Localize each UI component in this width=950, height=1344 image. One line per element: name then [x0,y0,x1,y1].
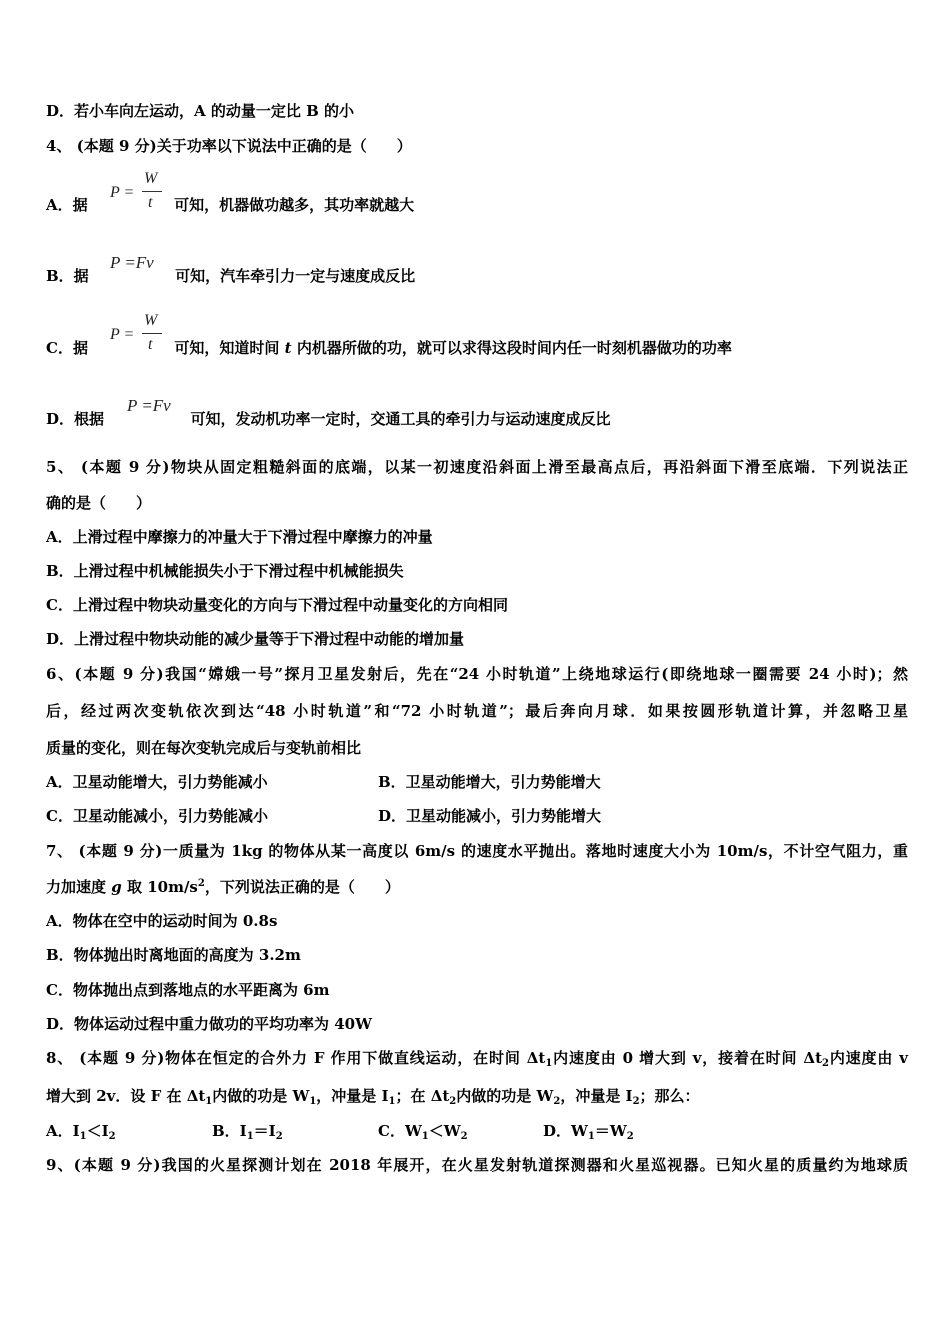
q6-option-a: A．卫星动能增大，引力势能减小 [46,773,268,791]
q7-stem-line-2-a: 力加速度 [46,878,107,896]
q4-option-a-text: 可知，机器做功越多，其功率就越大 [174,196,415,214]
q8-l2-sub5: 2 [553,1096,561,1107]
q8-l2-d: ；在 Δt [395,1087,450,1105]
q4-stem: 4、 (本题 9 分)关于功率以下说法中正确的是（ ） [46,137,412,155]
q8-option-a-sub2: 2 [108,1131,116,1142]
q8-option-c-b: ＜W [428,1122,461,1140]
q4-option-b [46,266,415,286]
q8-l1-sub1: 1 [545,1058,553,1069]
q4-option-a [46,195,414,215]
prev-question-option-d: D．若小车向左运动，A 的动量一定比 B 的小 [46,102,354,120]
q4-option-c-text-before: 可知，知道时间 [174,339,280,357]
q6-stem-line-1: 6、(本题 9 分)我国“嫦娥一号”探月卫星发射后，先在“24 小时轨道”上绕地球运行(即绕地球一圈需要 24 小时)；然 [46,665,908,683]
q8-l1-a: 8、 (本题 9 分)物体在恒定的合外力 F 作用下做直线运动，在时间 Δt [46,1049,546,1067]
q4-option-b-formula: P =Fv [110,253,154,272]
q8-option-d-a: D．W [543,1122,588,1140]
q5-option-a: A．上滑过程中摩擦力的冲量大于下滑过程中摩擦力的冲量 [46,528,433,546]
q8-option-b [212,1121,283,1141]
formula-lhs: P = [110,326,135,343]
q8-stem-line-2 [46,1086,700,1106]
q8-l1-c: 内速度由 v [828,1049,908,1067]
q7-option-a: A．物体在空中的运动时间为 0.8s [46,912,278,930]
fraction-bar [142,333,162,334]
q8-option-a-b: ＜I [86,1122,109,1140]
q4-option-a-prefix: A．据 [46,196,88,214]
q8-l2-e: 内做的功是 W [456,1087,554,1105]
formula-denominator: t [148,194,153,211]
q8-l1-sub2: 2 [822,1058,829,1069]
q8-l2-sub1: 1 [205,1096,213,1107]
q4-option-d-prefix: D．根据 [46,410,105,428]
q5-option-d: D．上滑过程中物块动能的减少量等于下滑过程中动能的增加量 [46,630,465,648]
q8-option-d-sub2: 2 [626,1131,634,1142]
q5-option-c: C．上滑过程中物块动量变化的方向与下滑过程中动量变化的方向相同 [46,596,508,614]
q7-var-g: g [111,878,122,896]
q7-stem-line-2-b: 取 10m/s [126,878,198,896]
q7-stem-line-2-c: ，下列说法正确的是（ ） [204,878,400,896]
q8-l2-sub6: 2 [632,1096,640,1107]
q8-option-c-sub1: 1 [421,1131,429,1142]
q8-option-c [378,1121,468,1141]
q7-exponent: 2 [197,878,205,889]
q5-stem-line-1: 5、 (本题 9 分)物块从固定粗糙斜面的底端，以某一初速度沿斜面上滑至最高点后，再沿斜面下滑至底端．下列说法正 [46,458,908,476]
q8-l2-sub3: 1 [388,1096,396,1107]
q4-option-c-prefix: C．据 [46,339,88,357]
q8-l2-sub4: 2 [449,1096,457,1107]
q7-option-c: C．物体抛出点到落地点的水平距离为 6m [46,981,330,999]
fraction-bar [142,191,162,192]
formula-numerator: W [144,312,158,329]
q8-l2-a: 增大到 2v．设 F 在 Δt [46,1087,206,1105]
q8-option-d [543,1121,634,1141]
q8-option-a-a: A．I [46,1122,80,1140]
q8-l2-sub2: 1 [309,1096,317,1107]
q5-stem-line-2: 确的是（ ） [46,494,152,512]
q7-stem-line-1: 7、 (本题 9 分)一质量为 1kg 的物体从某一高度以 6m/s 的速度水平抛出。落地时速度大小为 10m/s，不计空气阻力，重 [46,842,908,860]
q4-option-d-text: 可知，发动机功率一定时，交通工具的牵引力与运动速度成反比 [190,410,611,428]
q8-option-c-a: C．W [378,1122,422,1140]
q8-l2-g: ；那么： [639,1087,700,1105]
q8-l2-f: ，冲量是 I [560,1087,633,1105]
q8-option-c-sub2: 2 [460,1131,468,1142]
q7-option-d: D．物体运动过程中重力做功的平均功率为 40W [46,1015,372,1033]
formula-denominator: t [148,336,153,353]
q8-option-b-sub1: 1 [246,1131,254,1142]
q4-option-c-var: t [284,339,292,357]
q8-option-a-sub1: 1 [79,1131,87,1142]
q4-option-c-text-after: 内机器所做的功，就可以求得这段时间内任一时刻机器做功的功率 [296,339,732,357]
formula-numerator: W [144,170,158,187]
q8-option-d-b: ＝W [594,1122,627,1140]
q6-option-c: C．卫星动能减小，引力势能减小 [46,807,268,825]
q8-option-b-sub2: 2 [275,1131,283,1142]
q7-option-b: B．物体抛出时离地面的高度为 3.2m [46,946,301,964]
q6-stem-line-2: 后，经过两次变轨依次到达“48 小时轨道”和“72 小时轨道”；最后奔向月球．如果按圆形轨道计算，并忽略卫星 [46,702,908,720]
q8-l2-b: 内做的功是 W [212,1087,310,1105]
q6-option-d: D．卫星动能减小，引力势能增大 [378,807,602,825]
formula-lhs: P = [110,184,135,201]
q4-option-b-text: 可知，汽车牵引力一定与速度成反比 [175,267,416,285]
q8-option-b-a: B．I [212,1122,247,1140]
q8-l2-c: ，冲量是 I [316,1087,389,1105]
q4-option-c-formula [110,314,166,358]
q8-stem-line-1 [46,1048,908,1068]
q4-option-b-prefix: B．据 [46,267,89,285]
q4-option-a-formula [110,172,166,216]
q8-option-d-sub1: 1 [587,1131,595,1142]
q6-stem-line-3: 质量的变化，则在每次变轨完成后与变轨前相比 [46,739,362,757]
q7-stem-line-2 [46,877,400,897]
q4-option-d-formula: P =Fv [127,396,171,415]
q9-stem-line-1: 9、(本题 9 分)我国的火星探测计划在 2018 年展开，在火星发射轨道探测器和火星巡视器。已知火星的质量约为地球质 [46,1156,908,1174]
q6-option-b: B．卫星动能增大，引力势能增大 [378,773,601,791]
q8-option-a [46,1121,116,1141]
q8-option-b-b: ＝I [253,1122,276,1140]
q8-l1-b: 内速度由 0 增大到 v，接着在时间 Δt [552,1049,822,1067]
q5-option-b: B．上滑过程中机械能损失小于下滑过程中机械能损失 [46,562,404,580]
